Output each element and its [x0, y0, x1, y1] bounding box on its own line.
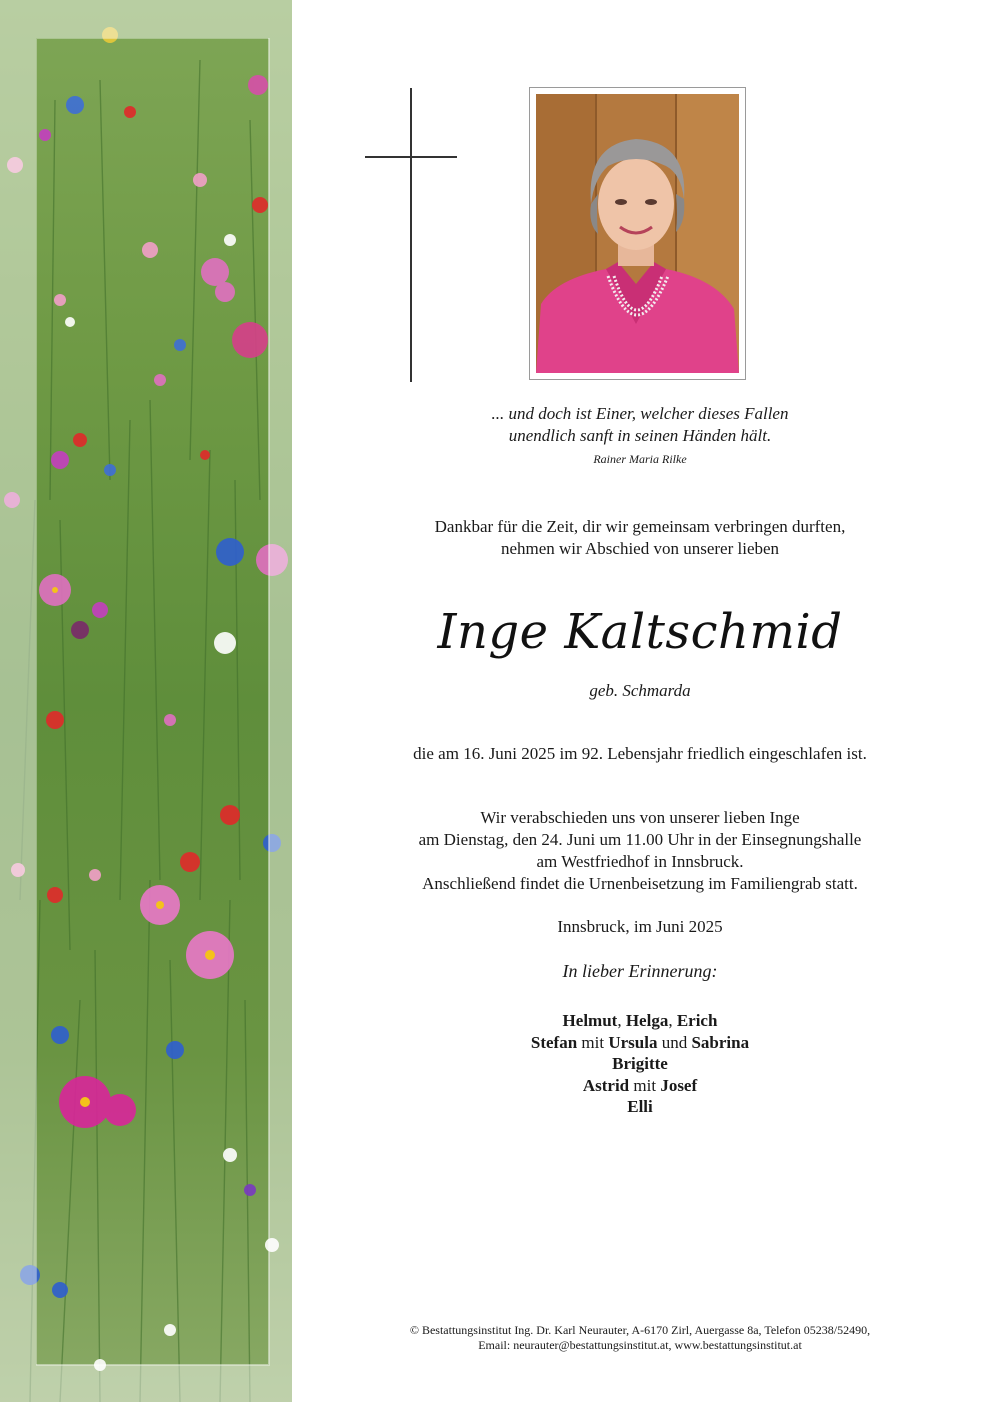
separator: , [617, 1011, 626, 1030]
quote-line: unendlich sanft in seinen Händen hält. [508, 426, 772, 445]
meadow-veil [36, 0, 268, 38]
connector: mit [577, 1032, 609, 1052]
ceremony-line: Wir verabschieden uns von unserer lieben Inge [480, 808, 800, 827]
rilke-quote [340, 403, 940, 447]
family-member: Stefan [530, 1032, 578, 1052]
place-date: Innsbruck, im Juni 2025 [557, 917, 723, 936]
flower-meadow-image [0, 0, 292, 1402]
intro-line: nehmen wir Abschied von unserer lieben [500, 539, 780, 558]
family-row [340, 1075, 940, 1097]
family-member: Erich [676, 1011, 718, 1030]
ceremony-details [340, 807, 940, 895]
family-member: Helga [625, 1011, 669, 1030]
meadow-veil [0, 0, 36, 1402]
family-member: Astrid [582, 1075, 630, 1095]
footer-line: © Bestattungsinstitut Ing. Dr. Karl Neurauter, A-6170 Zirl, Auergasse 8a, Telefon 05238/52490, [409, 1323, 871, 1337]
family-member: Ursula [608, 1032, 658, 1052]
family-member: Brigitte [612, 1054, 668, 1073]
connector: und [657, 1032, 692, 1052]
separator: , [668, 1011, 677, 1030]
quote-line: ... und doch ist Einer, welcher dieses Fallen [491, 404, 789, 423]
death-date-line: die am 16. Juni 2025 im 92. Lebensjahr friedlich eingeschlafen ist. [413, 744, 867, 763]
deceased-name: Inge Kaltschmid [437, 604, 843, 660]
family-row [340, 1032, 940, 1054]
portrait-illustration [536, 94, 739, 373]
family-row [340, 1010, 940, 1032]
ceremony-line: am Westfriedhof in Innsbruck. [536, 852, 744, 871]
connector: mit [629, 1075, 661, 1095]
family-member: Josef [660, 1075, 698, 1095]
meadow-veil [36, 1364, 268, 1402]
family-row [340, 1053, 940, 1075]
memory-label: In lieber Erinnerung: [562, 961, 718, 981]
meadow-frame [36, 38, 270, 1366]
intro-text [340, 516, 940, 560]
intro-line: Dankbar für die Zeit, dir wir gemeinsam verbringen durften, [434, 517, 846, 536]
family-member: Helmut [562, 1011, 618, 1030]
funeral-home-footer [340, 1323, 940, 1353]
footer-line: Email: neurauter@bestattungsinstitut.at, www.bestattungsinstitut.at [478, 1338, 802, 1352]
meadow-veil [268, 0, 292, 1402]
ceremony-line: am Dienstag, den 24. Juni um 11.00 Uhr in der Einsegnungshalle [418, 830, 862, 849]
family-member: Elli [627, 1097, 653, 1116]
family-list [340, 1010, 940, 1118]
maiden-name: geb. Schmarda [589, 681, 691, 700]
ceremony-line: Anschließend findet die Urnenbeisetzung im Familiengrab statt. [422, 874, 858, 893]
family-member: Sabrina [691, 1032, 750, 1052]
quote-author: Rainer Maria Rilke [593, 452, 687, 466]
portrait-photo [529, 87, 746, 380]
family-row [340, 1096, 940, 1118]
